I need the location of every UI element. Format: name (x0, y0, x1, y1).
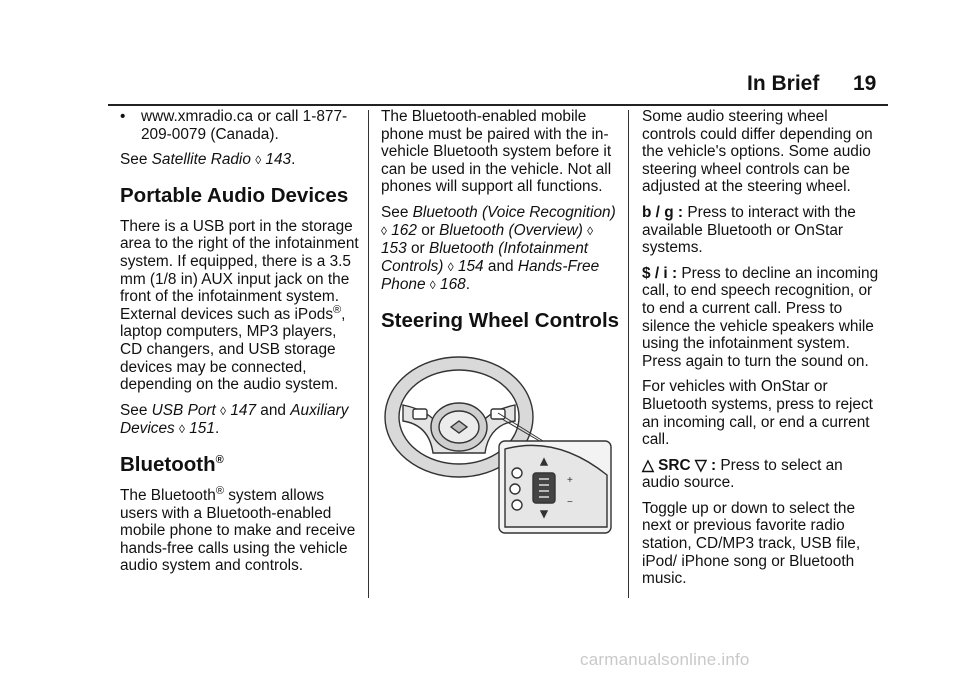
svg-text:+: + (567, 474, 573, 486)
talk-icon: b / g : (642, 203, 684, 221)
bullet-text: www.xmradio.ca or call 1-877-209-0079 (Canada). (141, 108, 348, 143)
header-rule (108, 104, 888, 106)
portable-audio-paragraph: There is a USB port in the storage area to the right of the infotainment system. If equipped, there is a 3.5 mm (1/8 in) AUX input jack on the front of the infotainment system. External devices such as iPods®, laptop computers, MP3 players, CD changers, and USB storage devices may be connected, depending on the audio system. (120, 217, 359, 394)
talk-button-desc: b / g : Press to interact with the available Bluetooth or OnStar systems. (642, 203, 856, 257)
page-arrow-icon: ◊ (220, 403, 227, 418)
mute-button-desc: $ / i : Press to decline an incoming call, to end speech recognition, or to end a current call. Press to silence the vehicle speakers while using the infotainment system. Press again to turn the sound on. (642, 264, 879, 370)
see-label: See (120, 151, 152, 169)
xref-satellite-radio[interactable]: Satellite Radio ◊ 143 (151, 151, 292, 169)
page-arrow-icon: ◊ (381, 223, 387, 238)
xref-hands-free[interactable]: Hands-Free Phone ◊ 168 (381, 257, 600, 294)
src-icon: △ SRC ▽ : (642, 456, 717, 474)
bluetooth-paragraph: The Bluetooth® system allows users with a Bluetooth-enabled mobile phone to make and receive hands-free calls using the vehicle audio system and controls. (120, 484, 356, 575)
intro-paragraph: Some audio steering wheel controls could differ depending on the vehicle's options. Some audio steering wheel controls can be adjusted at the steering wheel. (642, 108, 873, 196)
see-bluetooth-refs: See Bluetooth (Voice Recognition) ◊ 162 or Bluetooth (Overview) ◊ 153 or Bluetooth (Infotainment Controls) ◊ 154 and Hands-Free Phone ◊ 168. (381, 203, 616, 294)
bullet-item (120, 108, 360, 143)
page-arrow-icon: ◊ (255, 153, 262, 168)
svg-text:−: − (567, 496, 573, 508)
column-1 (120, 108, 360, 583)
watermark: carmanualsonline.info (580, 650, 750, 669)
xref-bt-voice[interactable]: Bluetooth (Voice Recognition) ◊ 162 (381, 203, 616, 239)
column-divider (368, 110, 369, 598)
heading-bluetooth: Bluetooth® (120, 452, 224, 476)
see-satellite-radio: See Satellite Radio ◊ 143. (120, 151, 296, 169)
page-arrow-icon: ◊ (447, 259, 454, 274)
src-button-desc: △ SRC ▽ : Press to select an audio source. (642, 456, 843, 492)
mute-end-call-icon: $ / i : (642, 264, 678, 282)
bullet-dot: • (120, 108, 126, 125)
column-divider (628, 110, 629, 598)
steering-wheel-illustration (381, 355, 613, 535)
xref-bt-overview[interactable]: Bluetooth (Overview) ◊ 153 (381, 221, 594, 258)
toggle-paragraph: Toggle up or down to select the next or previous favorite radio station, CD/MP3 track, USB file, iPod/ iPhone song or Bluetooth music. (642, 499, 861, 588)
column-3 (642, 108, 882, 596)
heading-steering-wheel-controls: Steering Wheel Controls (381, 308, 620, 332)
page-arrow-icon: ◊ (429, 278, 436, 293)
page-arrow-icon: ◊ (179, 422, 185, 437)
see-usb-aux: See USB Port ◊ 147 and Auxiliary Devices ◊ 151. (120, 401, 349, 438)
page-arrow-icon: ◊ (587, 223, 594, 238)
running-head-section: In Brief (747, 72, 820, 95)
heading-portable-audio: Portable Audio Devices (120, 183, 349, 207)
page-number: 19 (853, 72, 877, 95)
column-2 (381, 108, 621, 540)
xref-usb-port[interactable]: USB Port ◊ 147 (151, 401, 257, 419)
onstar-paragraph: For vehicles with OnStar or Bluetooth systems, press to reject an incoming call, or end a current call. (642, 378, 873, 449)
xref-auxiliary-devices[interactable]: Auxiliary Devices ◊ 151 (120, 401, 349, 438)
pairing-paragraph: The Bluetooth-enabled mobile phone must be paired with the in-vehicle Bluetooth system before it can be used in the vehicle. Not all phones will support all functions. (381, 108, 612, 196)
xref-bt-controls[interactable]: Bluetooth (Infotainment Controls) ◊ 154 (381, 240, 589, 275)
